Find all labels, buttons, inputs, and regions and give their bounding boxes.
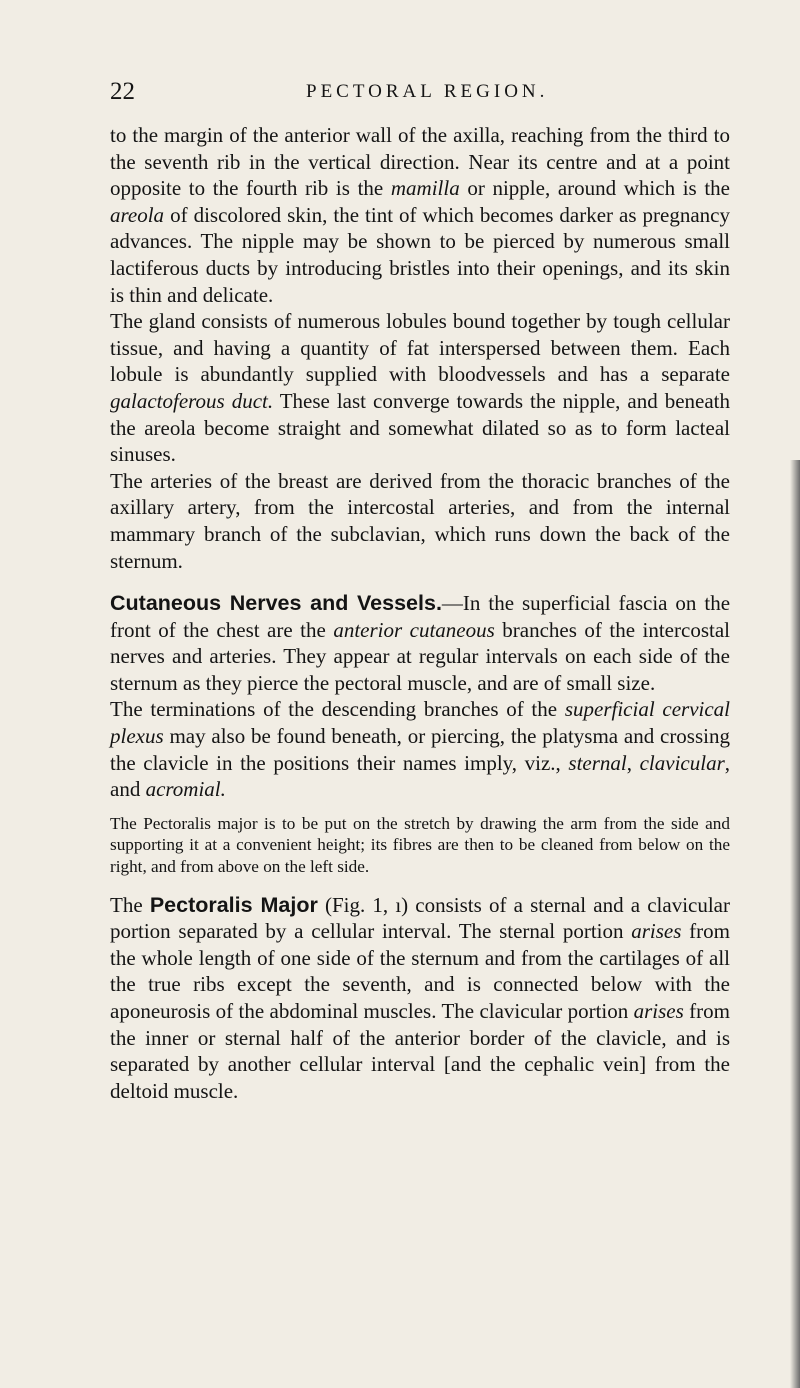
text-run: to the margin of the anterior wall of the axilla, reaching from the third to the seventh rib in the vertical direction. Near its centre and at a point opposite to the fourth rib is the <box>110 123 730 201</box>
paragraph-pectoralis-major <box>110 892 730 1105</box>
text-run: from the whole length of one side of the sternum and from the cartilages of all the true ribs except the seventh, and is connected below with the aponeurosis of the abdominal muscles. The clavicular portion <box>110 919 730 1023</box>
text-run: or nipple, around which is the <box>459 176 730 201</box>
section-heading: Pectoralis Major <box>149 892 318 917</box>
text-run: The gland consists of numerous lobules bound together by tough cellular tissue, and having a quantity of fat interspersed between them. Each lobule is abundantly supplied with bloodvessels and has a separate <box>110 309 730 387</box>
italic-term: galactoferous duct. <box>110 388 274 413</box>
text-run: —In the superficial fascia on the front of the chest are the <box>110 591 731 642</box>
paragraph-cervical-plexus <box>110 696 730 802</box>
italic-term: mamilla <box>390 176 460 201</box>
text-run: The arteries of the breast are derived from the thoracic branches of the axillary artery, from the intercostal arteries, and from the internal mammary branch of the subclavian, which runs down the back of the sternum. <box>110 468 730 573</box>
paragraph-arteries <box>110 468 730 574</box>
page-header <box>110 78 728 108</box>
italic-term: clavicular <box>639 750 725 775</box>
italic-term: arises <box>633 999 684 1023</box>
italic-term: superficial cervical plexus <box>110 697 731 749</box>
text-run: of discolored skin, the tint of which becomes darker as pregnancy advances. The nipple may be shown to be pierced by numerous small lactiferous ducts by introducing bristles into their openings, and its skin is thin and delicate. <box>110 202 730 307</box>
text-run: The <box>110 892 150 917</box>
text-run: branches of the intercostal nerves and arteries. They appear at regular intervals on each side of the sternum as they pierce the pectoral muscle, and are of small size. <box>110 617 730 695</box>
text-run: These last converge towards the nipple, and beneath the areola become straight and somewhat dilated so as to form lacteal sinuses. <box>110 388 730 467</box>
text-run: from the inner or sternal half of the anterior border of the clavicle, and is separated by another cellular interval [and the cephalic vein] from the deltoid muscle. <box>110 999 730 1103</box>
text-run: , and <box>110 750 730 802</box>
text-run: (Fig. 1, ı) consists of a sternal and a clavicular portion separated by a cellular interval. The sternal portion <box>110 892 730 944</box>
paragraph-cutaneous-nerves <box>110 590 730 696</box>
running-head: PECTORAL REGION. <box>306 81 549 102</box>
page-edge-shadow <box>790 460 800 1388</box>
paragraph-mamilla <box>110 122 730 308</box>
paragraph-dissection-note <box>110 813 730 878</box>
paragraph-gland <box>110 308 730 468</box>
italic-term: acromial. <box>145 777 226 802</box>
text-run: , <box>626 750 640 775</box>
italic-term: sternal <box>568 750 627 775</box>
italic-term: arises <box>631 919 682 944</box>
text-run: The terminations of the descending branches of the <box>110 697 565 722</box>
italic-term: areola <box>110 202 165 227</box>
body-text <box>110 122 730 1104</box>
section-heading: Cutaneous Nerves and Vessels. <box>110 591 442 616</box>
text-run: The Pectoralis major is to be put on the stretch by drawing the arm from the side and supporting it at a convenient height; its fibres are then to be cleaned from below on the right, and from above on the left side. <box>110 813 730 877</box>
page-number: 22 <box>110 78 135 105</box>
text-run: may also be found beneath, or piercing, the platysma and crossing the clavicle in the positions their names imply, viz., <box>110 724 730 775</box>
italic-term: anterior cutaneous <box>333 617 495 642</box>
